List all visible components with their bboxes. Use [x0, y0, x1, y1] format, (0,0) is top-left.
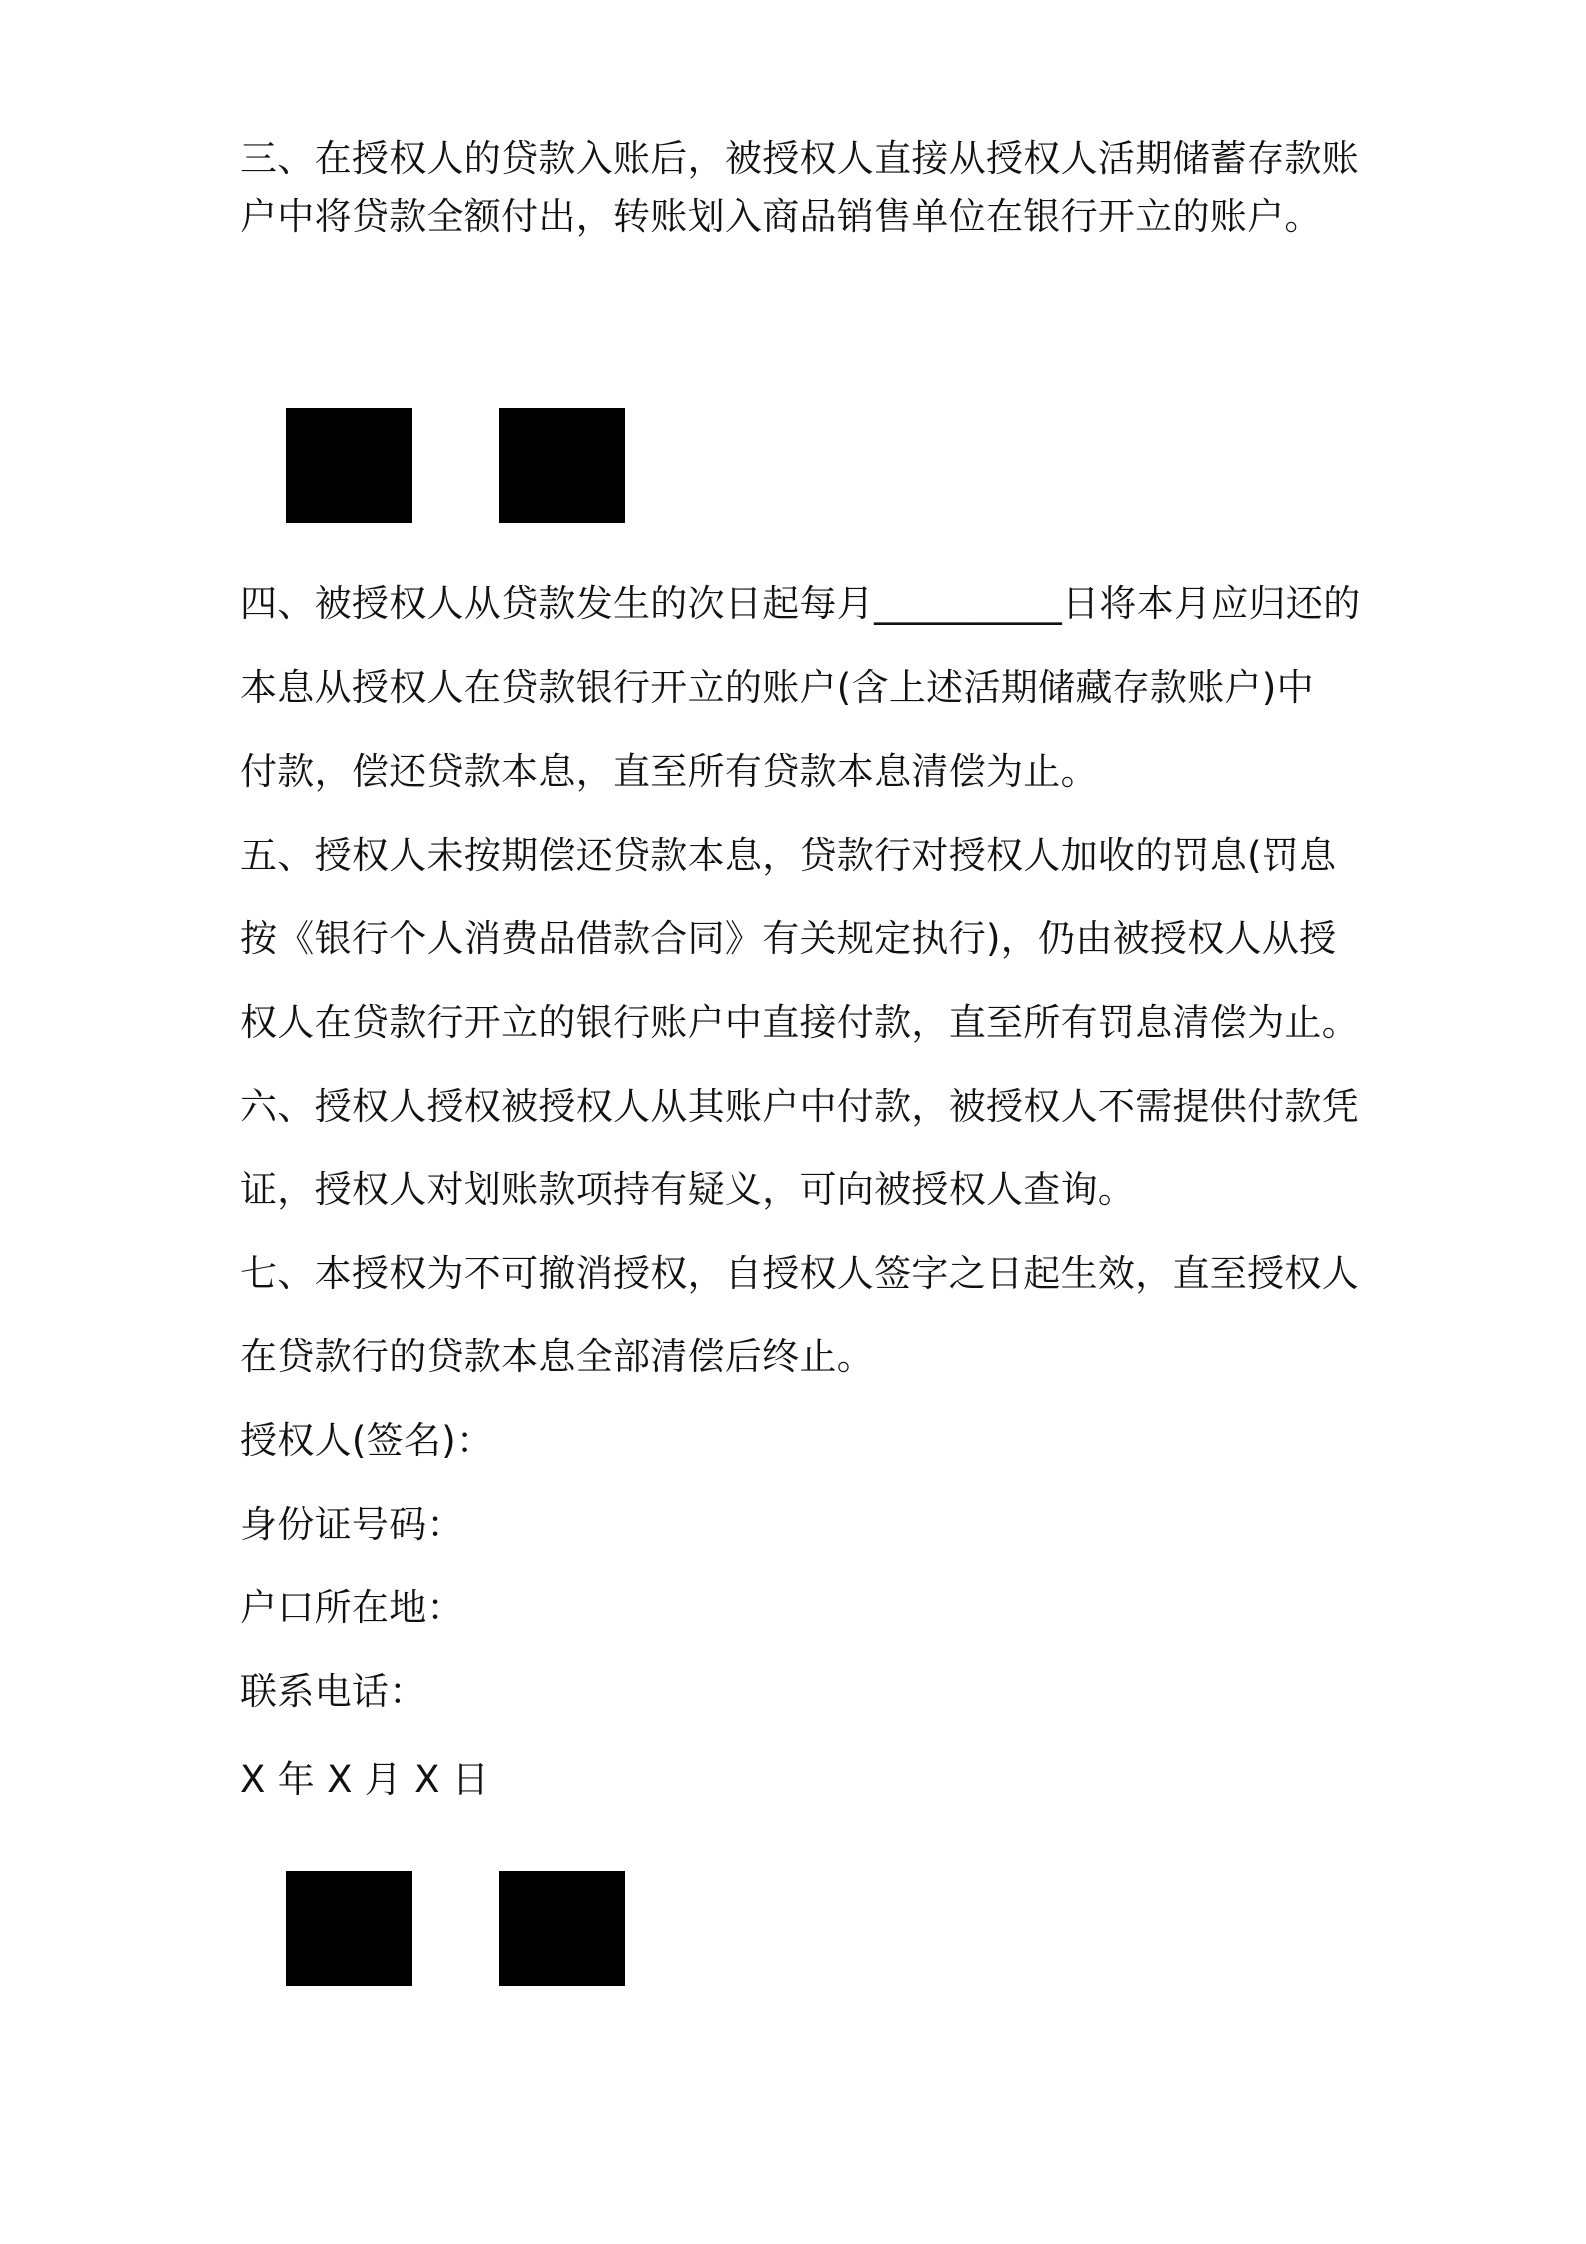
para4-line2: 本息从授权人在贷款银行开立的账户(含上述活期储藏存款账户)中 — [240, 666, 1314, 709]
redaction-block — [286, 408, 412, 523]
redaction-block — [286, 1871, 412, 1986]
para5-line3: 权人在贷款行开立的银行账户中直接付款，直至所有罚息清偿为止。 — [240, 1001, 1359, 1044]
para5-line1: 五、授权人未按期偿还贷款本息，贷款行对授权人加收的罚息(罚息 — [240, 834, 1337, 877]
redaction-block — [499, 1871, 625, 1986]
signature-field-label: 授权人(签名)： — [240, 1419, 494, 1462]
para3-line2: 户中将贷款全额付出，转账划入商品销售单位在银行开立的账户。 — [240, 195, 1322, 238]
para6-line1: 六、授权人授权被授权人从其账户中付款，被授权人不需提供付款凭 — [240, 1085, 1359, 1128]
para7-line1: 七、本授权为不可撤消授权，自授权人签字之日起生效，直至授权人 — [240, 1252, 1359, 1295]
date-line: X 年 X 月 X 日 — [240, 1758, 490, 1801]
para5-line2: 按《银行个人消费品借款合同》有关规定执行)，仍由被授权人从授 — [240, 917, 1337, 960]
para6-line2: 证，授权人对划账款项持有疑义，可向被授权人查询。 — [240, 1168, 1136, 1211]
id-number-field-label: 身份证号码： — [240, 1503, 464, 1546]
para4-line3: 付款，偿还贷款本息，直至所有贷款本息清偿为止。 — [240, 750, 1098, 793]
para3-line1: 三、在授权人的贷款入账后，被授权人直接从授权人活期储蓄存款账 — [240, 137, 1359, 180]
para7-line2: 在贷款行的贷款本息全部清偿后终止。 — [240, 1335, 875, 1378]
redaction-block — [499, 408, 625, 523]
residence-field-label: 户口所在地： — [240, 1586, 464, 1629]
phone-field-label: 联系电话： — [240, 1670, 427, 1713]
para4-line1: 四、被授权人从贷款发生的次日起每月__________日将本月应归还的 — [240, 582, 1361, 625]
